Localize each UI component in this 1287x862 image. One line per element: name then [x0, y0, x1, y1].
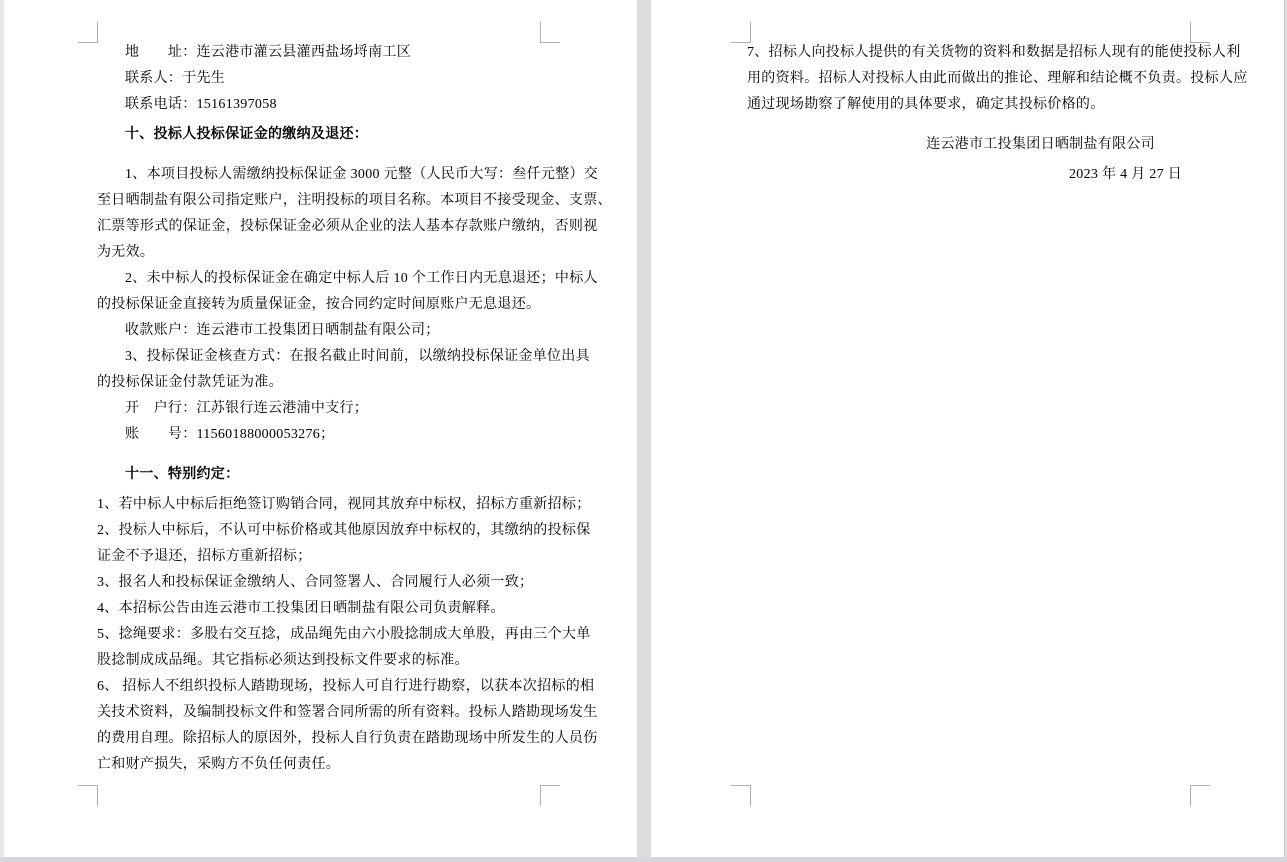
text-line: 6、 招标人不组织投标人踏勘现场，投标人可自行进行勘察，以获本次招标的相: [97, 679, 595, 694]
text-line: 3、投标保证金核查方式：在报名截止时间前，以缴纳投标保证金单位出具: [125, 349, 590, 364]
text-line: 汇票等形式的保证金，投标保证金必须从企业的法人基本存款账户缴纳，否则视: [97, 219, 598, 234]
text-line: 4、本招标公告由连云港市工投集团日晒制盐有限公司负责解释。: [97, 601, 505, 616]
text-line: 2023 年 4 月 27 日: [1069, 167, 1182, 182]
margin-crop-mark-bottom-right: [540, 785, 560, 806]
text-line: 地 址：连云港市灌云县灌西盐场埒南工区: [125, 45, 411, 60]
margin-crop-mark-bottom-left: [78, 785, 98, 806]
page-right-textblock: [747, 40, 1248, 188]
margin-crop-mark-bottom-left: [731, 785, 751, 806]
page-gap: [637, 0, 651, 857]
text-line: 联系电话：15161397058: [125, 97, 277, 112]
margin-crop-mark-bottom-right: [1190, 785, 1210, 806]
text-line: 亡和财产损失，采购方不负任何责任。: [97, 757, 341, 772]
text-line: 账 号：11560188000053276；: [125, 427, 335, 442]
text-line: 2、投标人中标后，不认可中标价格或其他原因放弃中标权的，其缴纳的投标保: [97, 523, 591, 538]
text-line: 2、未中标人的投标保证金在确定中标人后 10 个工作日内无息退还；中标人: [125, 271, 598, 286]
text-line: 通过现场勘察了解使用的具体要求，确定其投标价格的。: [747, 97, 1105, 112]
text-line: 联系人：于先生: [125, 71, 226, 86]
text-line: 的费用自理。除招标人的原因外，投标人自行负责在踏勘现场中所发生的人员伤: [97, 731, 598, 746]
text-line: 至日晒制盐有限公司指定账户，注明投标的项目名称。本项目不接受现金、支票、: [97, 193, 612, 208]
margin-crop-mark-top-right: [1190, 22, 1210, 43]
text-line: 股捻制成成品绳。其它指标必须达到投标文件要求的标准。: [97, 653, 469, 668]
text-line: 关技术资料，及编制投标文件和签署合同所需的所有资料。投标人踏勘现场发生: [97, 705, 598, 720]
text-line: 开 户行：江苏银行连云港浦中支行；: [125, 401, 369, 416]
text-line: 十、投标人投标保证金的缴纳及退还：: [125, 127, 369, 142]
text-line: 的投标保证金直接转为质量保证金，按合同约定时间原账户无息退还。: [97, 297, 541, 312]
text-line: 的投标保证金付款凭证为准。: [97, 375, 283, 390]
text-line: 5、捻绳要求：多股右交互捻，成品绳先由六小股捻制成大单股，再由三个大单: [97, 627, 591, 642]
app-bottom-edge: [0, 857, 1287, 862]
text-line: 收款账户：连云港市工投集团日晒制盐有限公司；: [125, 323, 440, 338]
text-line: 1、本项目投标人需缴纳投标保证金 3000 元整（人民币大写：叁仟元整）交: [125, 167, 599, 182]
text-line: 连云港市工投集团日晒制盐有限公司: [926, 137, 1155, 152]
text-line: 1、若中标人中标后拒绝签订购销合同，视同其放弃中标权，招标方重新招标；: [97, 497, 591, 512]
text-line: 为无效。: [97, 245, 155, 260]
page-left[interactable]: [4, 0, 637, 857]
text-line: 3、报名人和投标保证金缴纳人、合同签署人、合同履行人必须一致；: [97, 575, 534, 590]
margin-crop-mark-top-left: [78, 22, 98, 43]
text-line: 用的资料。招标人对投标人由此而做出的推论、理解和结论概不负责。投标人应: [747, 71, 1248, 86]
text-line: 7、招标人向投标人提供的有关货物的资料和数据是招标人现有的能使投标人利: [747, 45, 1241, 60]
text-line: 证金不予退还，招标方重新招标；: [97, 549, 312, 564]
text-line: 十一、特别约定：: [125, 467, 240, 482]
page-right[interactable]: [651, 0, 1284, 857]
page-left-textblock: [97, 40, 620, 778]
